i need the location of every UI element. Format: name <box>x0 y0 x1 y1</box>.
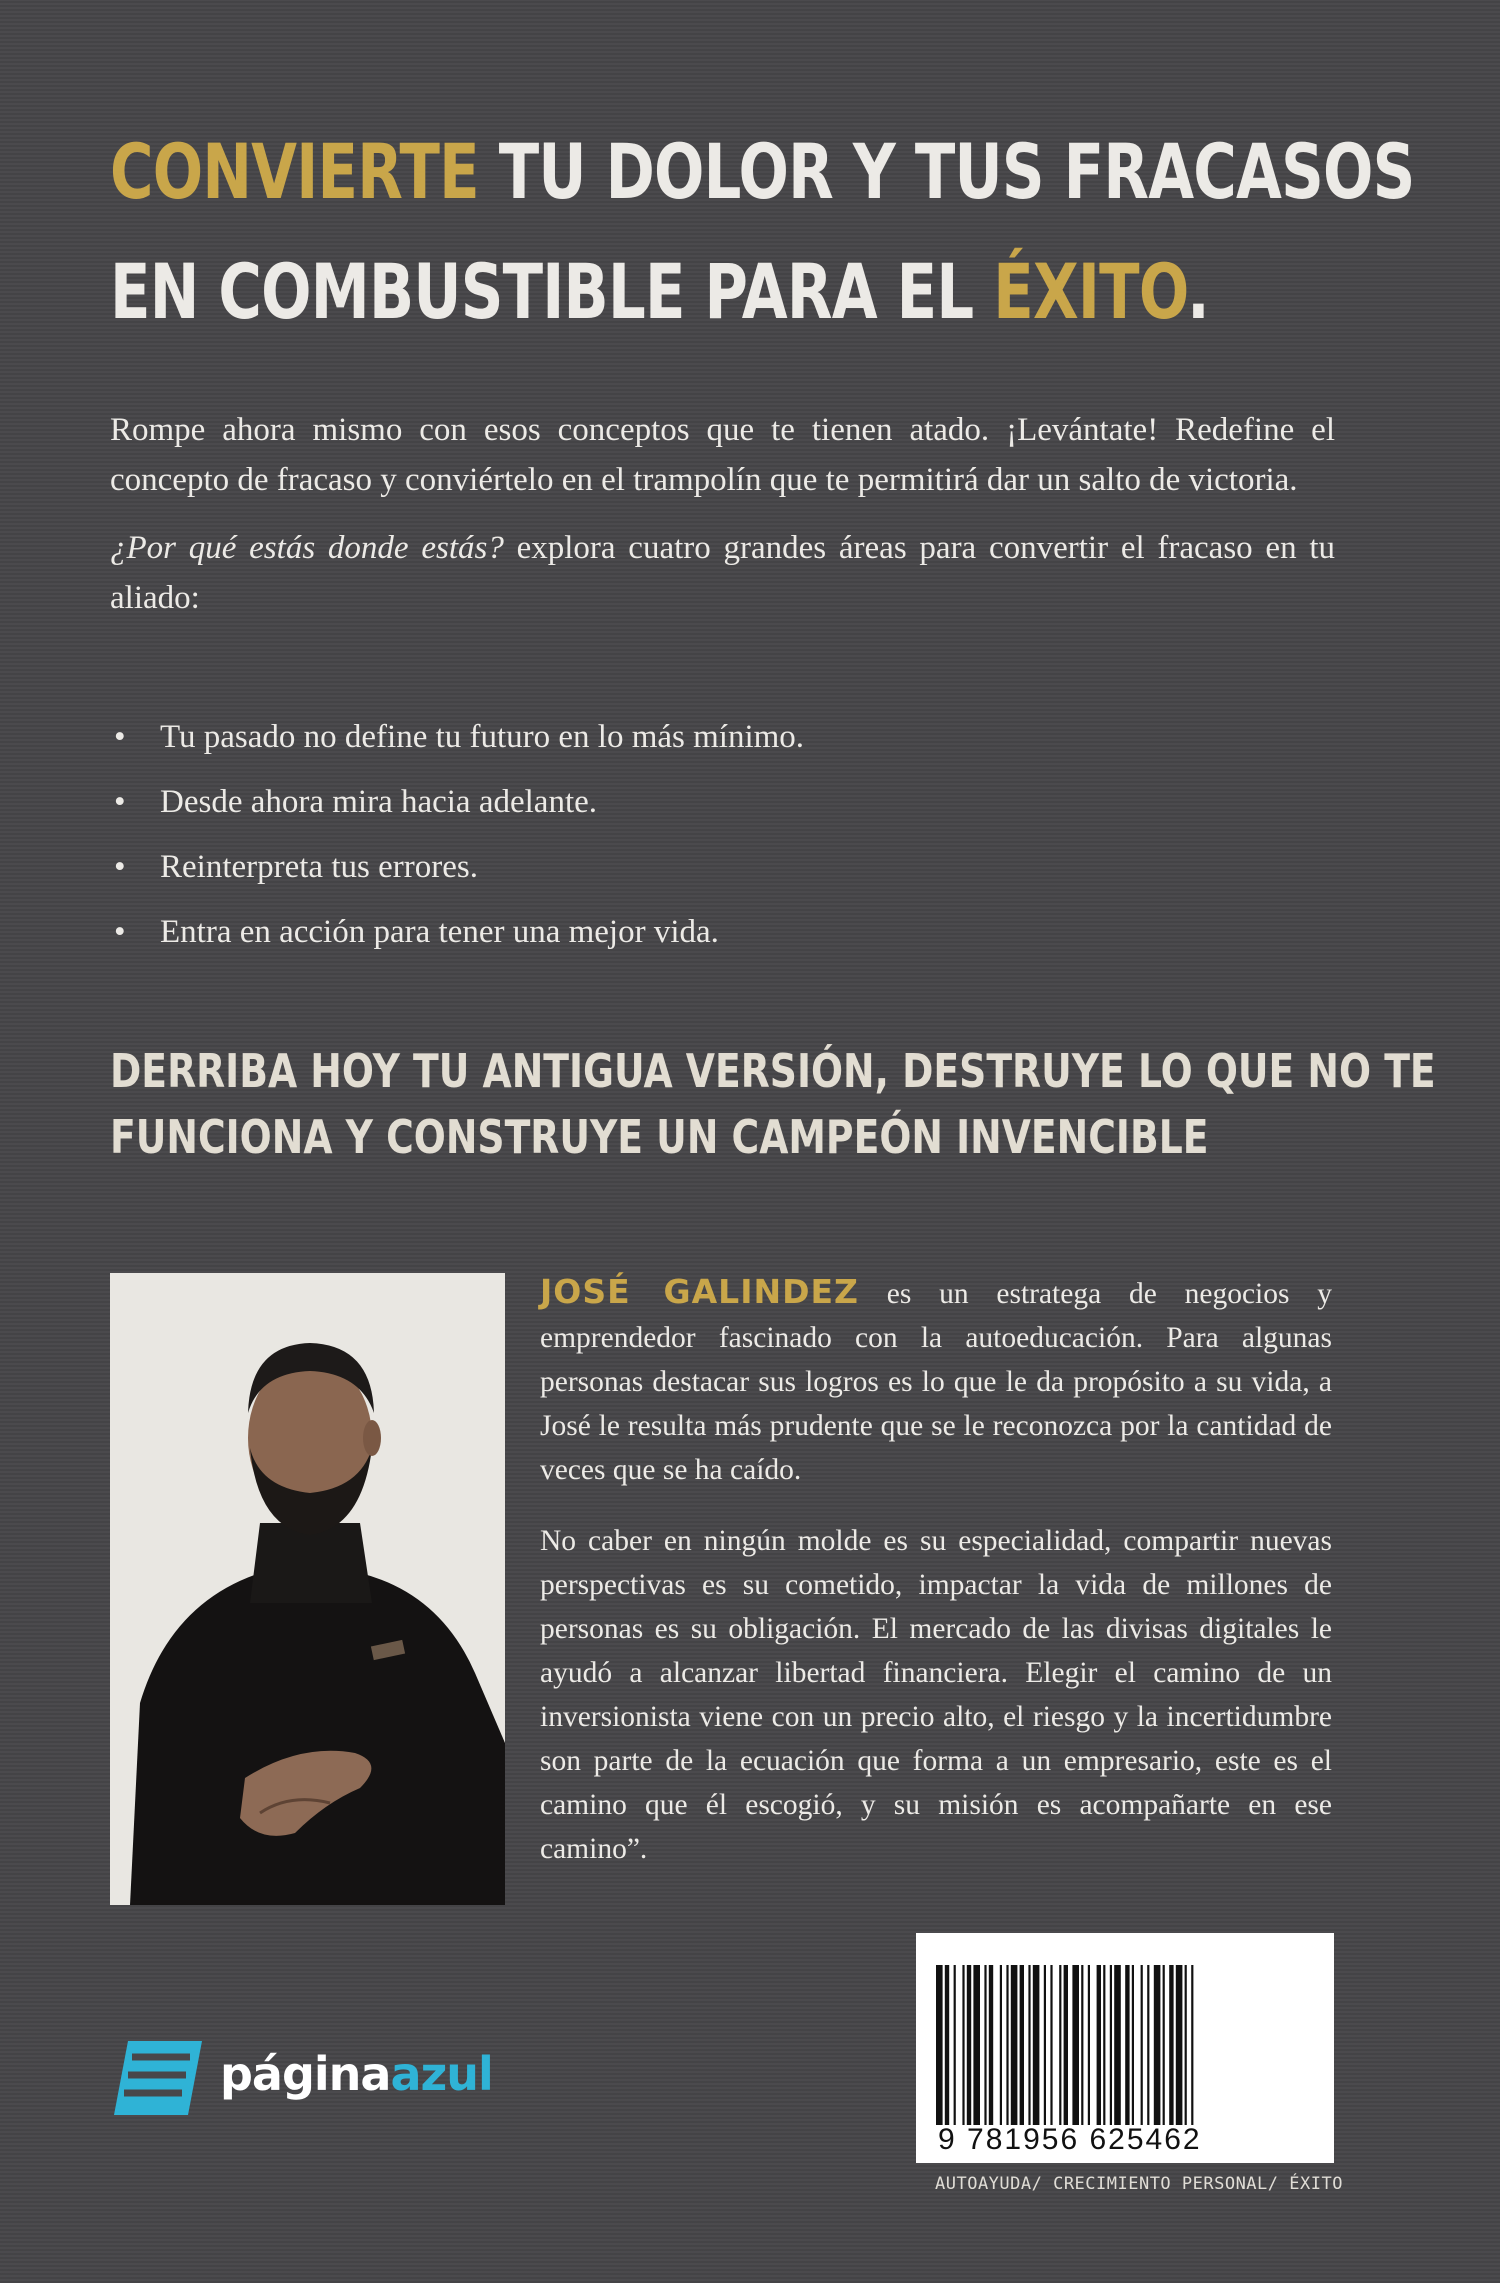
barcode-bar <box>1028 1965 1030 2125</box>
barcode-bar <box>967 1965 971 2125</box>
bio-paragraph-2: No caber en ningún molde es su especialidad, compartir nuevas perspectivas es su cometido, impactar la vida de millones de personas es su obligación. El mercado de las divisas digitales le ayudó a alcanzar libertad financiera. Elegir el camino de un inversionista viene con un precio alto, el riesgo y la incertidumbre son parte de la ecuación que forma a un empresario, este es el camino que él escogió, y su misión es acompañarte en ese camino”. <box>540 1525 1332 1865</box>
barcode-bar <box>1191 1965 1193 2125</box>
barcode-bar <box>989 1965 993 2125</box>
bullet-dot-icon: • <box>114 719 126 755</box>
bullet-text: Reinterpreta tus errores. <box>160 849 478 885</box>
barcode-bar <box>1006 1965 1008 2125</box>
barcode-bar <box>962 1965 964 2125</box>
barcode-bar <box>1011 1965 1018 2125</box>
bio-paragraph-1-text: es un estratega de negocios y emprendedor fascinado con la autoeducación. Para algunas personas destacar sus logros es lo que le da propósito a su vida, a José le resulta más prudente que se le reconozca por la cantidad de veces que se ha caído. <box>540 1278 1332 1486</box>
barcode-bar <box>1064 1965 1068 2125</box>
bullet-text: Tu pasado no define tu futuro en lo más mínimo. <box>160 719 805 755</box>
barcode-bar <box>973 1965 980 2125</box>
publisher-name-part-1: página <box>220 2047 391 2101</box>
publisher-logo <box>110 2033 540 2123</box>
author-portrait-illustration <box>110 1273 505 1905</box>
publisher-name <box>220 2047 493 2101</box>
intro-paragraph-2 <box>110 523 1335 623</box>
barcode-bar <box>1154 1965 1161 2125</box>
intro-paragraph-1: Rompe ahora mismo con esos conceptos que te tienen atado. ¡Levántate! Redefine el concepto de fracaso y conviértelo en el trampolín que te permitirá dar un salto de victoria. <box>110 412 1335 498</box>
barcode-bar <box>1125 1965 1129 2125</box>
headline-gold-exito: ÉXITO <box>993 247 1188 336</box>
headline-line-1 <box>110 112 1436 232</box>
barcode-bar <box>1020 1965 1024 2125</box>
bullet-item <box>110 713 1310 761</box>
barcode-bar <box>945 1965 949 2125</box>
author-name: JOSÉ GALINDEZ <box>540 1272 859 1311</box>
bullet-list <box>110 713 1310 973</box>
barcode-bar <box>1176 1965 1183 2125</box>
bullet-dot-icon: • <box>114 784 126 820</box>
barcode-bar <box>1147 1965 1149 2125</box>
barcode-bar <box>1072 1965 1079 2125</box>
headline <box>110 112 1436 352</box>
subheading-line-1: DERRIBA HOY TU ANTIGUA VERSIÓN, DESTRUYE LO QUE NO TE <box>110 1044 1436 1098</box>
barcode-bars <box>936 1965 1316 2125</box>
bullet-dot-icon: • <box>114 849 126 885</box>
subheading <box>110 1038 1463 1170</box>
headline-line2-text: EN COMBUSTIBLE PARA EL <box>110 247 994 336</box>
headline-line1-text: TU DOLOR Y TUS FRACASOS <box>478 127 1415 216</box>
barcode-bar <box>936 1965 943 2125</box>
subheading-line-2: FUNCIONA Y CONSTRUYE UN CAMPEÓN INVENCIBLE <box>110 1110 1209 1164</box>
author-bio <box>540 1270 1332 1898</box>
bullet-item <box>110 908 1310 956</box>
barcode-bar <box>1044 1965 1046 2125</box>
barcode-bar <box>1141 1965 1143 2125</box>
bullet-item <box>110 843 1310 891</box>
barcode-bar <box>954 1965 956 2125</box>
bullet-item <box>110 778 1310 826</box>
barcode-bar <box>984 1965 986 2125</box>
book-pages-icon <box>110 2033 210 2123</box>
barcode-bar <box>1059 1965 1061 2125</box>
intro-paragraph-2-text: explora cuatro grandes áreas para convertir el fracaso en tu aliado: <box>110 530 1335 616</box>
barcode-bar <box>1110 1965 1112 2125</box>
barcode-bar <box>1103 1965 1105 2125</box>
category-label: AUTOAYUDA/ CRECIMIENTO PERSONAL/ ÉXITO <box>935 2174 1343 2194</box>
bullet-text: Entra en acción para tener una mejor vida. <box>160 914 719 950</box>
headline-period: . <box>1187 247 1209 336</box>
barcode-bar <box>1000 1965 1002 2125</box>
barcode-bar <box>1169 1965 1173 2125</box>
barcode-bar <box>1050 1965 1052 2125</box>
barcode-bar <box>1088 1965 1090 2125</box>
barcode-bar <box>1132 1965 1134 2125</box>
bio-paragraph-1 <box>540 1270 1332 1492</box>
barcode-bar <box>1185 1965 1187 2125</box>
headline-line-2 <box>110 232 1436 352</box>
book-title-italic: ¿Por qué estás donde estás? <box>110 530 504 566</box>
author-photo <box>110 1273 505 1905</box>
bullet-dot-icon: • <box>114 914 126 950</box>
isbn-number: 9 781956 625462 <box>938 2123 1202 2156</box>
intro-text <box>110 405 1335 641</box>
publisher-name-part-2: azul <box>390 2047 493 2101</box>
isbn-barcode <box>916 1933 1334 2163</box>
barcode-bar <box>1033 1965 1040 2125</box>
barcode-bar <box>1114 1965 1121 2125</box>
barcode-bar <box>1097 1965 1101 2125</box>
headline-gold-word: CONVIERTE <box>110 127 479 216</box>
bullet-text: Desde ahora mira hacia adelante. <box>160 784 598 820</box>
barcode-bar <box>1163 1965 1165 2125</box>
barcode-bar <box>1081 1965 1083 2125</box>
